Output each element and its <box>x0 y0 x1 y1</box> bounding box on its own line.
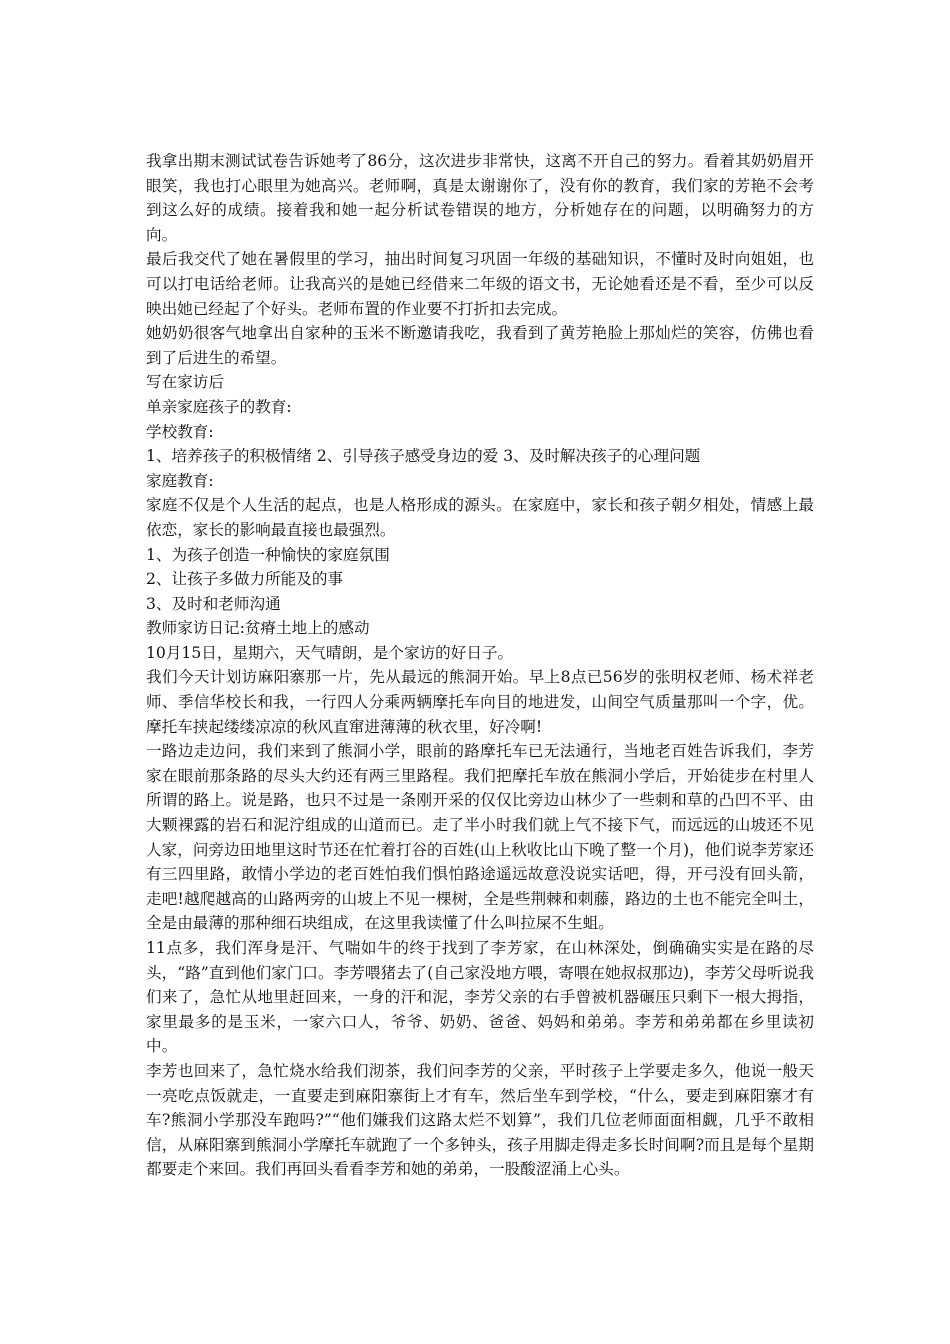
paragraph-date: 10月15日，星期六，天气晴朗，是个家访的好日子。 <box>146 643 514 662</box>
paragraph-plan: 我们今天计划访麻阳寨那一片，先从最远的熊洞开始。早上8点已56岁的张明权老师、杨术祥老师、季信华校长和我，一行四人分乘两辆摩托车向目的地进发，山间空气质量那叫一个字，优。摩托车挟起缕缕凉凉的秋风直窜进薄薄的秋衣里，好冷啊! <box>146 668 814 736</box>
family-point-3: 3、及时和老师沟通 <box>146 594 281 613</box>
family-point-1: 1、为孩子创造一种愉快的家庭氛围 <box>146 545 390 564</box>
paragraph-grandmother-corn: 她奶奶很客气地拿出自家种的玉米不断邀请我吃，我看到了黄芳艳脸上那灿烂的笑容，仿佛也看到了后进生的希望。 <box>146 324 814 367</box>
school-education-points: 1、培养孩子的积极情绪 2、引导孩子感受身边的爱 3、及时解决孩子的心理问题 <box>146 447 701 466</box>
document-body <box>146 149 814 1182</box>
paragraph-family-origin: 家庭不仅是个人生活的起点，也是人格形成的源头。在家庭中，家长和孩子朝夕相处，情感上最依恋，家长的影响最直接也最强烈。 <box>146 496 814 539</box>
heading-family-education: 家庭教育: <box>146 471 214 490</box>
paragraph-arrival: 11点多，我们浑身是汗、气喘如牛的终于找到了李芳家，在山林深处，倒确确实实是在路的尽头，“路”直到他们家门口。李芳喂猪去了(自己家没地方喂，寄喂在她叔叔那边)，李芳父母听说我们来了，急忙从地里赶回来，一身的汗和泥，李芳父亲的右手曾被机器碾压只剩下一根大拇指，家里最多的是玉米，一家六口人，爷爷、奶奶、爸爸、妈妈和弟弟。李芳和弟弟都在乡里读初中。 <box>146 939 814 1056</box>
paragraph-summer-study: 最后我交代了她在暑假里的学习，抽出时间复习巩固一年级的基础知识，不懂时及时向姐姐，也可以打电话给老师。让我高兴的是她已经借来二年级的语文书，无论她看还是不看，至少可以反映出她已经起了个好头。老师布置的作业要不打折扣去完成。 <box>146 250 814 318</box>
paragraph-mountain-road: 一路边走边问，我们来到了熊洞小学，眼前的路摩托车已无法通行，当地老百姓告诉我们，李芳家在眼前那条路的尽头大约还有两三里路程。我们把摩托车放在熊洞小学后，开始徒步在村里人所谓的路上。说是路，也只不过是一条刚开采的仅仅比旁边山林少了一些刺和草的凸凹不平、由大颗裸露的岩石和泥泞组成的山道而已。走了半小时我们就上气不接下气，而远远的山坡还不见人家，问旁边田地里这时节还在忙着打谷的百姓(山上秋收比山下晚了整一个月)，他们说李芳家还有三四里路，敢情小学边的老百姓怕我们惧怕路途遥远故意没说实话吧，得，开弓没有回头箭，走吧!越爬越高的山路两旁的山坡上不见一棵树，全是些荆棘和刺藤，路边的土也不能完全叫土，全是由最薄的那种细石块组成，在这里我读懂了什么叫拉屎不生蛆。 <box>146 742 814 933</box>
heading-diary-title: 教师家访日记:贫瘠土地上的感动 <box>146 619 370 638</box>
paragraph-school-commute: 李芳也回来了，急忙烧水给我们沏茶，我们问李芳的父亲，平时孩子上学要走多久，他说一般天一亮吃点饭就走，一直要走到麻阳寨街上才有车，然后坐车到学校，“什么，要走到麻阳寨才有车?熊洞小学那没车跑吗?”“他们嫌我们这路太烂不划算”，我们几位老师面面相觑，几乎不敢相信，从麻阳寨到熊洞小学摩托车就跑了一个多钟头，孩子用脚走得走多长时间啊?而且是每个星期都要走个来回。我们再回头看看李芳和她的弟弟，一股酸涩涌上心头。 <box>146 1061 814 1179</box>
paragraph-exam-result: 我拿出期末测试试卷告诉她考了86分，这次进步非常快，这离不开自己的努力。看着其奶奶眉开眼笑，我也打心眼里为她高兴。老师啊，真是太谢谢你了，没有你的教育，我们家的芳艳不会考到这么好的成绩。接着我和她一起分析试卷错误的地方，分析她存在的问题，以明确努力的方向。 <box>146 152 814 244</box>
heading-school-education: 学校教育: <box>146 422 214 441</box>
heading-single-parent-education: 单亲家庭孩子的教育: <box>146 397 292 416</box>
heading-after-home-visit: 写在家访后 <box>146 373 224 392</box>
family-point-2: 2、让孩子多做力所能及的事 <box>146 570 344 589</box>
